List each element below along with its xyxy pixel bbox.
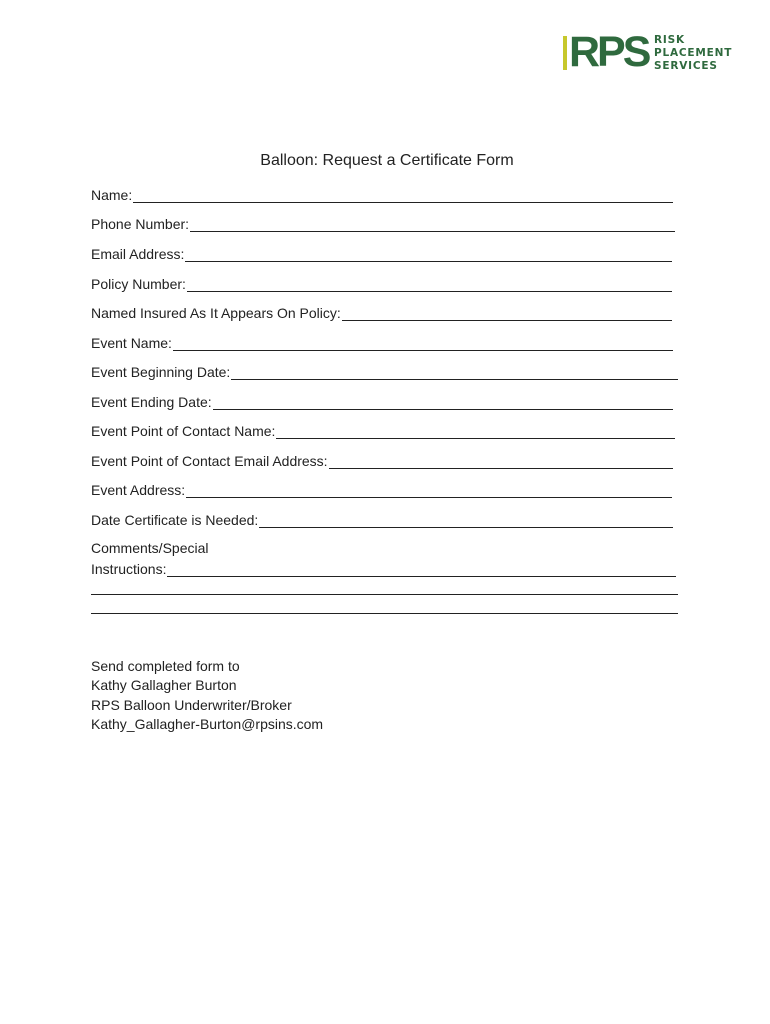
event-ending-date-label: Event Ending Date: bbox=[91, 394, 212, 410]
contact-email-input-line[interactable] bbox=[329, 453, 673, 469]
form-title: Balloon: Request a Certificate Form bbox=[260, 152, 514, 169]
contact-email-field[interactable] bbox=[91, 451, 673, 469]
policy-number-label: Policy Number: bbox=[91, 276, 186, 292]
name-input-line[interactable] bbox=[133, 187, 673, 203]
logo-accent-bar bbox=[563, 36, 567, 70]
contact-name-field[interactable] bbox=[91, 421, 675, 439]
email-field[interactable] bbox=[91, 244, 672, 262]
name-label: Name: bbox=[91, 187, 133, 203]
contact-name-label: Event Point of Contact Name: bbox=[91, 423, 276, 439]
event-address-input-line[interactable] bbox=[186, 482, 672, 498]
phone-input-line[interactable] bbox=[190, 216, 675, 232]
rps-logo bbox=[563, 28, 738, 76]
event-beginning-date-field[interactable] bbox=[91, 362, 678, 380]
event-beginning-date-input-line[interactable] bbox=[231, 364, 678, 380]
logo-word-risk: RISK bbox=[654, 34, 685, 46]
policy-number-input-line[interactable] bbox=[187, 276, 672, 292]
logo-wordmark bbox=[654, 34, 732, 73]
contact-name-input-line[interactable] bbox=[276, 423, 675, 439]
event-ending-date-input-line[interactable] bbox=[213, 394, 673, 410]
named-insured-label: Named Insured As It Appears On Policy: bbox=[91, 305, 341, 321]
event-beginning-date-label: Event Beginning Date: bbox=[91, 364, 231, 380]
named-insured-field[interactable] bbox=[91, 303, 672, 321]
contact-email-label: Event Point of Contact Email Address: bbox=[91, 453, 328, 469]
logo-word-placement: PLACEMENT bbox=[654, 47, 733, 59]
date-needed-field[interactable] bbox=[91, 510, 673, 528]
phone-label: Phone Number: bbox=[91, 216, 190, 232]
comments-label-line2: Instructions: bbox=[91, 561, 167, 577]
recipient-role: RPS Balloon Underwriter/Broker bbox=[91, 696, 292, 713]
comments-field[interactable] bbox=[91, 559, 676, 577]
email-label: Email Address: bbox=[91, 246, 185, 262]
recipient-email[interactable]: Kathy_Gallagher-Burton@rpsins.com bbox=[91, 715, 324, 732]
policy-number-field[interactable] bbox=[91, 274, 672, 292]
event-name-label: Event Name: bbox=[91, 335, 172, 351]
comments-extra-line-1[interactable] bbox=[91, 594, 678, 595]
name-field[interactable] bbox=[91, 185, 673, 203]
send-instructions-intro: Send completed form to bbox=[91, 658, 240, 674]
event-address-label: Event Address: bbox=[91, 482, 186, 498]
logo-mark-text: RPS bbox=[569, 28, 649, 76]
comments-label-line1: Comments/Special bbox=[91, 540, 209, 556]
send-instructions bbox=[91, 657, 323, 734]
phone-field[interactable] bbox=[91, 214, 675, 232]
event-ending-date-field[interactable] bbox=[91, 392, 673, 410]
date-needed-label: Date Certificate is Needed: bbox=[91, 512, 259, 528]
event-name-field[interactable] bbox=[91, 333, 673, 351]
event-name-input-line[interactable] bbox=[173, 335, 673, 351]
recipient-name: Kathy Gallagher Burton bbox=[91, 677, 237, 694]
named-insured-input-line[interactable] bbox=[342, 305, 672, 321]
date-needed-input-line[interactable] bbox=[259, 512, 673, 528]
comments-input-line[interactable] bbox=[167, 561, 676, 577]
email-input-line[interactable] bbox=[185, 246, 672, 262]
logo-word-services: SERVICES bbox=[654, 60, 718, 72]
comments-extra-line-2[interactable] bbox=[91, 613, 678, 614]
event-address-field[interactable] bbox=[91, 480, 672, 498]
